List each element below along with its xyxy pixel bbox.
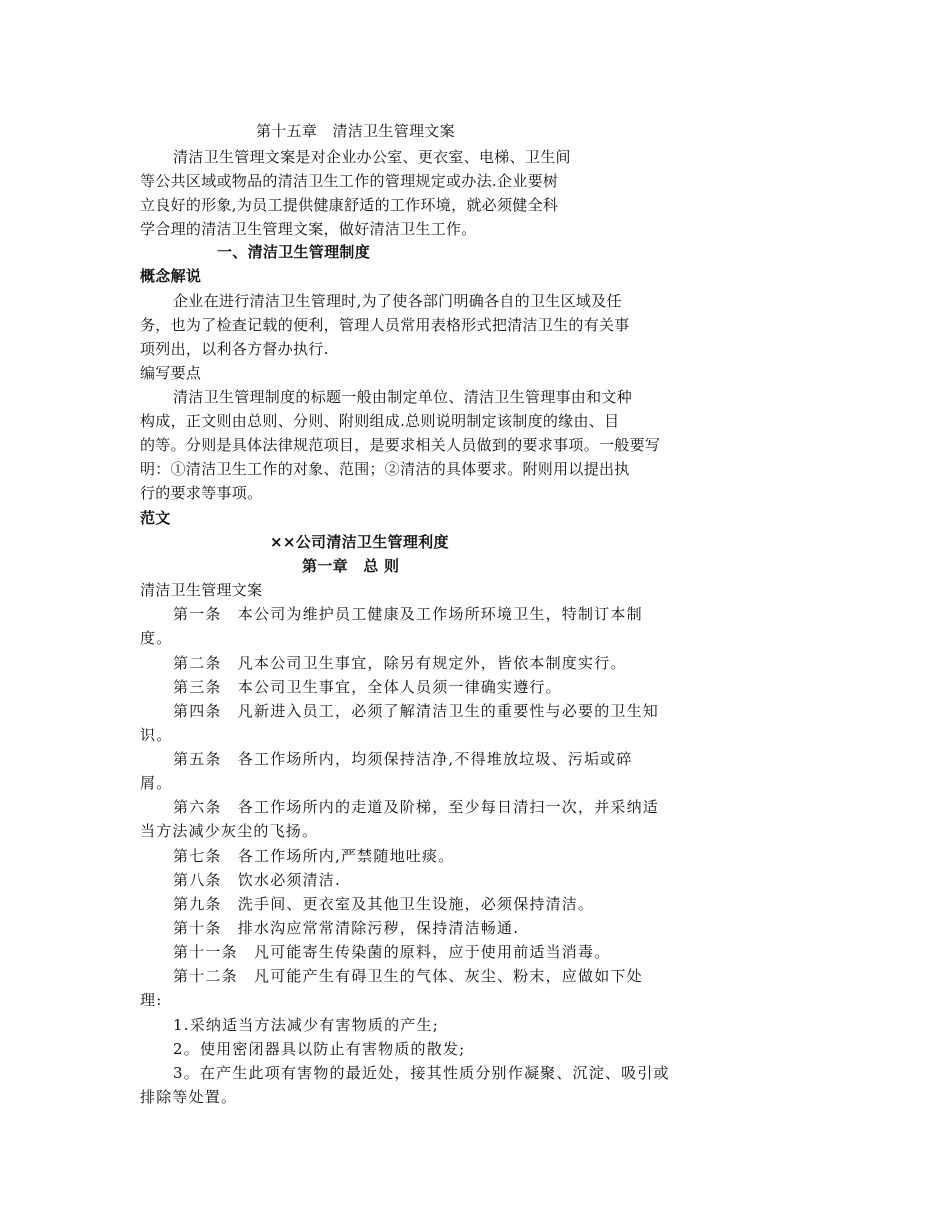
article-line: 第十一条 凡可能寄生传染菌的原料，应于使用前适当消毒。 (173, 943, 611, 961)
writing-heading: 编写要点 (140, 364, 202, 382)
sample-title: ××公司清洁卫生管理利度 (270, 533, 449, 551)
article-line: 第五条 各工作场所内，均须保持洁净,不得堆放垃圾、污垢或碎 (173, 750, 633, 768)
concept-line: 项列出，以利各方督办执行. (140, 340, 329, 358)
intro-line: 学合理的清洁卫生管理文案，做好清洁卫生工作。 (140, 220, 477, 238)
intro-line: 清洁卫生管理文案是对企业办公室、更衣室、电梯、卫生间 (173, 148, 571, 166)
sample-heading: 范文 (140, 509, 171, 527)
article-line: 第八条 饮水必须清洁. (173, 871, 341, 889)
intro-line: 立良好的形象,为员工提供健康舒适的工作环境，就必须健全科 (140, 196, 559, 214)
concept-line: 企业在进行清洁卫生管理时,为了使各部门明确各自的卫生区域及任 (173, 292, 622, 310)
article-line: 第六条 各工作场所内的走道及阶梯，至少每日清扫一次，并采纳适 (173, 798, 660, 816)
writing-line: 构成，正文则由总则、分则、附则组成.总则说明制定该制度的缘由、目 (140, 412, 620, 430)
article-line: 第四条 凡新进入员工，必须了解清洁卫生的重要性与必要的卫生知 (173, 702, 660, 720)
writing-line: 的等。分则是具体法律规范项目，是要求相关人员做到的要求事项。一般要写 (140, 436, 661, 454)
article-line: 度。 (140, 629, 173, 647)
writing-line: 清洁卫生管理制度的标题一般由制定单位、清洁卫生管理事由和文种 (173, 388, 633, 406)
article-line: 第二条 凡本公司卫生事宜，除另有规定外，皆依本制度实行。 (173, 654, 627, 672)
concept-heading: 概念解说 (140, 267, 202, 285)
article-line: 1.采纳适当方法减少有害物质的产生; (173, 1016, 439, 1034)
article-line: 3。在产生此项有害物的最近处，接其性质分别作凝聚、沉淀、吸引或 (173, 1064, 670, 1082)
article-line: 当方法减少灰尘的飞扬。 (140, 822, 319, 840)
article-line: 第三条 本公司卫生事宜，全体人员须一律确实遵行。 (173, 678, 562, 696)
article-line: 第十条 排水沟应常常清除污秽，保持清洁畅通. (173, 919, 520, 937)
intro-line: 等公共区域或物品的清洁卫生工作的管理规定或办法.企业要树 (140, 172, 559, 190)
article-line: 第九条 洗手间、更衣室及其他卫生设施，必须保持清洁。 (173, 895, 595, 913)
article-line: 第一条 本公司为维护员工健康及工作场所环境卫生，特制订本制 (173, 605, 643, 623)
writing-line: 明：①清洁卫生工作的对象、范围；②清洁的具体要求。附则用以提出执 (140, 460, 630, 478)
article-line: 识。 (140, 726, 173, 744)
article-line: 第七条 各工作场所内,严禁随地吐痰。 (173, 847, 455, 865)
article-line: 排除等处置。 (140, 1088, 238, 1106)
sample-chapter: 第一章 总 则 (302, 557, 400, 575)
article-line: 屑。 (140, 774, 173, 792)
article-line: 第十二条 凡可能产生有碍卫生的气体、灰尘、粉末，应做如下处 (173, 967, 643, 985)
article-line: 2。使用密闭器具以防止有害物质的散发; (173, 1040, 466, 1058)
section-title: 一、清洁卫生管理制度 (217, 243, 371, 261)
article-line: 理: (140, 991, 163, 1009)
sample-subtitle: 清洁卫生管理文案 (140, 581, 263, 599)
chapter-title: 第十五章 清洁卫生管理文案 (256, 122, 455, 140)
writing-line: 行的要求等事项。 (140, 484, 263, 502)
concept-line: 务，也为了检查记载的便利，管理人员常用表格形式把清洁卫生的有关事 (140, 316, 630, 334)
